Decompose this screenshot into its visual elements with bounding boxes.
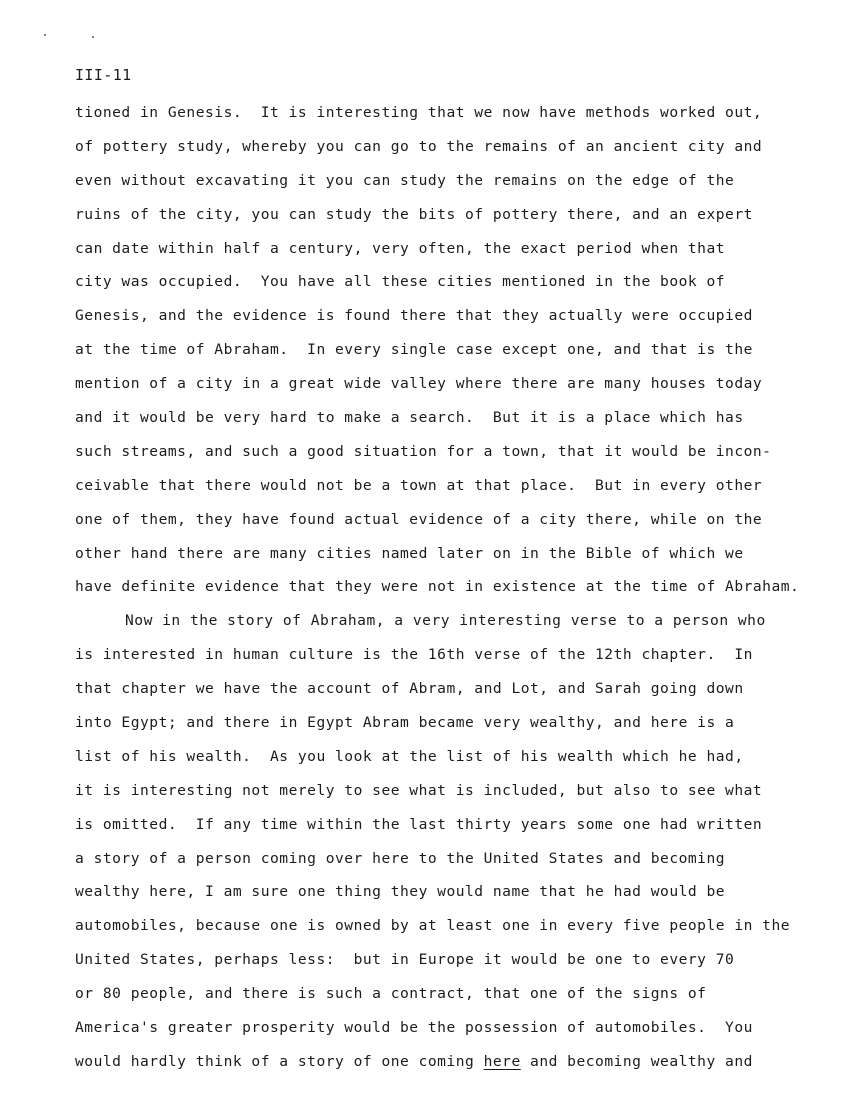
text-line: and it would be very hard to make a search. But it is a place which has: [75, 409, 744, 427]
body-text: [75, 102, 850, 1085]
text-line: United States, perhaps less: but in Europe it would be one to every 70: [75, 951, 735, 969]
text-line: that chapter we have the account of Abram, and Lot, and Sarah going down: [75, 680, 744, 698]
text-line: can date within half a century, very often, the exact period when that: [75, 239, 726, 257]
text-line: a story of a person coming over here to the United States and becoming: [75, 849, 726, 867]
text-run: and becoming wealthy and: [520, 1052, 753, 1070]
text-line: other hand there are many cities named later on in the Bible of which we: [75, 544, 744, 562]
text-line: one of them, they have found actual evidence of a city there, while on the: [75, 510, 763, 528]
text-line: list of his wealth. As you look at the list of his wealth which he had,: [75, 747, 744, 765]
text-line: is interested in human culture is the 16th verse of the 12th chapter. In: [75, 646, 753, 664]
text-line: of pottery study, whereby you can go to the remains of an ancient city and: [75, 137, 763, 155]
page-number: III-11: [75, 66, 132, 84]
text-line: city was occupied. You have all these cities mentioned in the book of: [75, 273, 726, 291]
scan-speck: [44, 34, 46, 36]
text-line: ruins of the city, you can study the bits of pottery there, and an expert: [75, 205, 753, 223]
text-line: it is interesting not merely to see what is included, but also to see what: [75, 781, 763, 799]
underlined-word: here: [483, 1052, 521, 1070]
last-text-line: [75, 1051, 850, 1085]
text-line: ceivable that there would not be a town at that place. But in every other: [75, 476, 763, 494]
text-line: automobiles, because one is owned by at least one in every five people in the: [75, 917, 791, 935]
text-line: even without excavating it you can study the remains on the edge of the: [75, 171, 735, 189]
text-line: tioned in Genesis. It is interesting that we now have methods worked out,: [75, 104, 763, 121]
text-line: such streams, and such a good situation for a town, that it would be incon-: [75, 442, 772, 460]
text-line: into Egypt; and there in Egypt Abram became very wealthy, and here is a: [75, 714, 735, 732]
text-line: or 80 people, and there is such a contract, that one of the signs of: [75, 985, 707, 1003]
text-line: wealthy here, I am sure one thing they would name that he had would be: [75, 883, 726, 901]
scan-speck: [92, 36, 94, 38]
paragraph-start-line: Now in the story of Abraham, a very interesting verse to a person who: [125, 612, 766, 630]
text-line: have definite evidence that they were not in existence at the time of Abraham.: [75, 578, 800, 596]
text-line: America's greater prosperity would be the possession of automobiles. You: [75, 1019, 753, 1037]
scan-specks: [44, 33, 104, 39]
text-line: at the time of Abraham. In every single case except one, and that is the: [75, 341, 753, 359]
text-run: would hardly think of a story of one coming: [75, 1052, 484, 1070]
text-line: mention of a city in a great wide valley where there are many houses today: [75, 375, 763, 393]
text-line: is omitted. If any time within the last thirty years some one had written: [75, 815, 763, 833]
text-line: Genesis, and the evidence is found there that they actually were occupied: [75, 307, 753, 325]
